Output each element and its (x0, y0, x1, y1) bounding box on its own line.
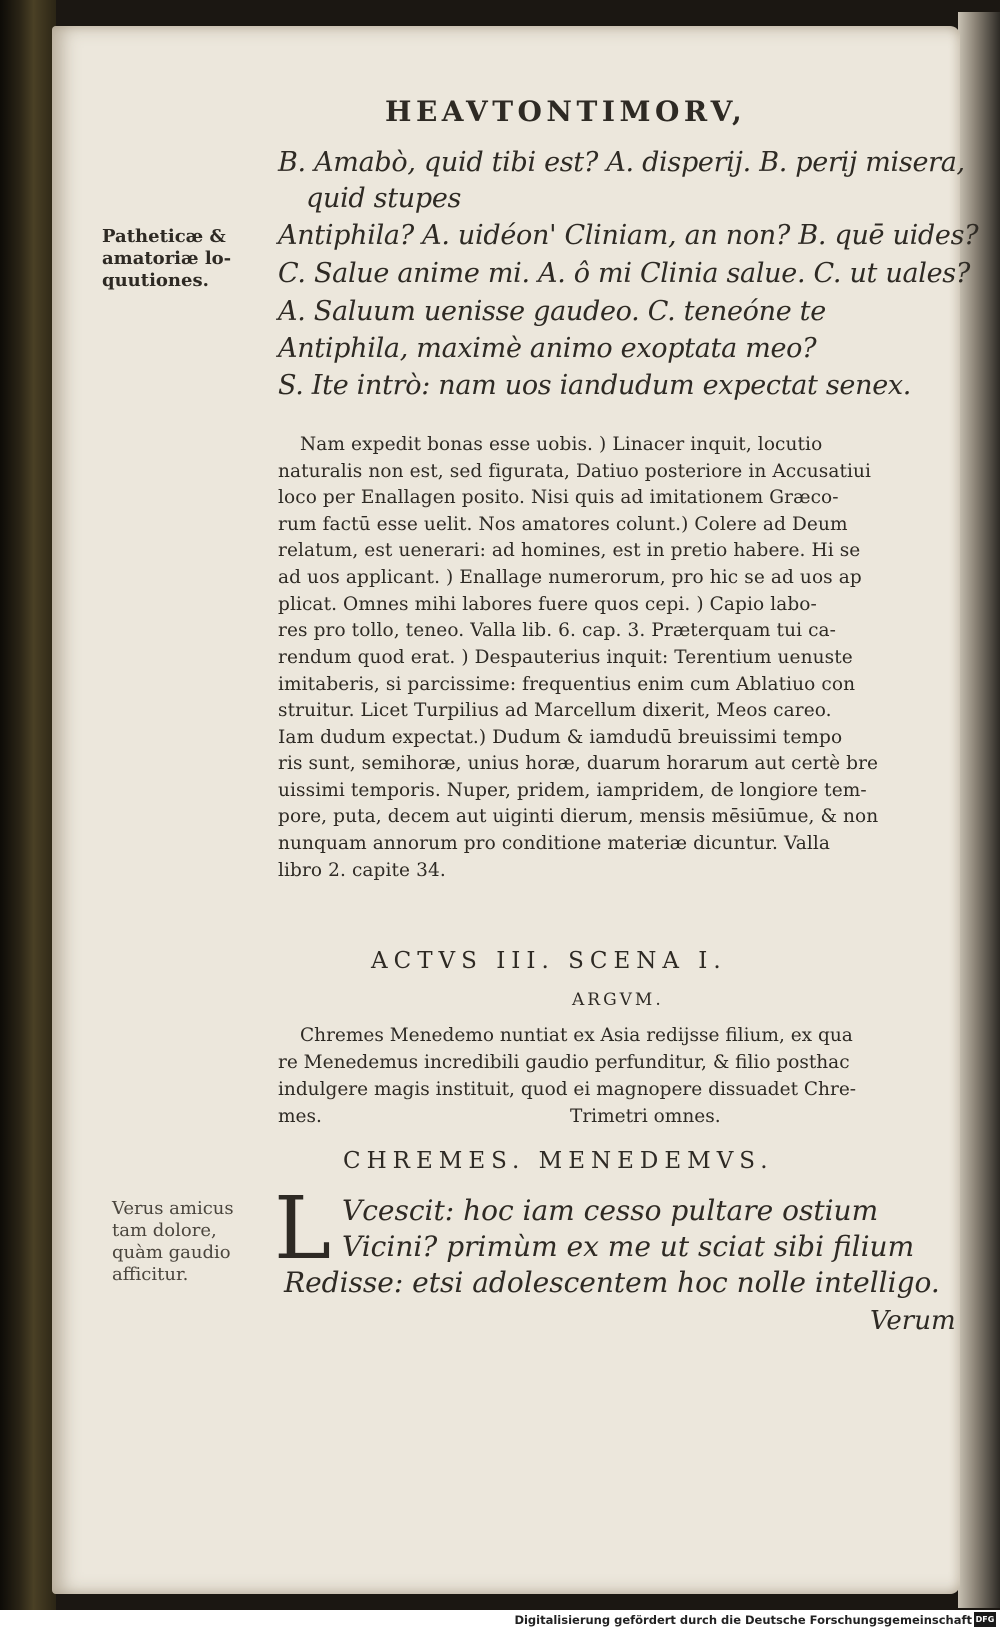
running-head: HEAVTONTIMORV, (385, 95, 747, 128)
verse-line: quid stupes (306, 183, 462, 214)
commentary-line: libro 2. capite 34. (278, 860, 446, 881)
meter-note: Trimetri omnes. (570, 1106, 721, 1127)
dfg-logo: DFG (974, 1612, 996, 1627)
margin-note (112, 1198, 234, 1286)
commentary-line: struitur. Licet Turpilius ad Marcellum dixerit, Meos careo. (278, 700, 832, 721)
commentary-line: ad uos applicant. ) Enallage numerorum, pro hic se ad uos ap (278, 567, 862, 588)
margin-note-line: quutiones. (102, 270, 209, 291)
commentary-line: nunquam annorum pro conditione materiæ dicuntur. Valla (278, 833, 831, 854)
verse-line: Vicini? primùm ex me ut sciat sibi filium (342, 1230, 915, 1263)
act-scene-title: ACTVS III. SCENA I. (371, 948, 727, 974)
commentary-line: ris sunt, semihoræ, unius horæ, duarum horarum aut certè bre (278, 753, 879, 774)
verse-line: Vcescit: hoc iam cesso pultare ostium (342, 1194, 879, 1227)
footer-credit: Digitalisierung gefördert durch die Deutsche Forschungsgemeinschaft (514, 1613, 972, 1627)
verse-line: A. Saluum uenisse gaudeo. C. teneóne te (278, 296, 826, 327)
summary-line: indulgere magis instituit, quod ei magnopere dissuadet Chre- (278, 1079, 857, 1100)
argument-title: ARGVM. (572, 990, 664, 1010)
commentary-line: rum factū esse uelit. Nos amatores colunt.) Colere ad Deum (278, 514, 848, 535)
summary-line: re Menedemus incredibili gaudio perfunditur, & filio posthac (278, 1052, 850, 1073)
page-edge (958, 12, 1000, 1608)
margin-note-line: quàm gaudio (112, 1242, 231, 1263)
margin-note-line: Verus amicus (112, 1198, 234, 1219)
margin-note (102, 226, 231, 292)
speaker-heading: CHREMES. MENEDEMVS. (343, 1148, 774, 1174)
commentary-line: rendum quod erat. ) Despauterius inquit: Terentium uenuste (278, 647, 853, 668)
footer-bar (0, 1610, 1000, 1632)
summary-line: Chremes Menedemo nuntiat ex Asia redijsse filium, ex qua (300, 1025, 853, 1046)
commentary-line: relatum, est uenerari: ad homines, est in pretio habere. Hi se (278, 540, 861, 561)
commentary-line: plicat. Omnes mihi labores fuere quos cepi. ) Capio labo- (278, 594, 817, 615)
margin-note-line: afficitur. (112, 1264, 189, 1285)
verse-line: Antiphila? A. uidéon' Cliniam, an non? B. quē uides? (278, 220, 979, 251)
verse-line: B. Amabò, quid tibi est? A. disperij. B. perij misera, (278, 147, 965, 178)
margin-note-line: amatoriæ lo- (102, 248, 232, 269)
verse-line: S. Ite intrò: nam uos iandudum expectat senex. (278, 370, 912, 401)
commentary-line: naturalis non est, sed figurata, Datiuo posteriore in Accusatiui (278, 461, 872, 482)
verse-line: Antiphila, maximè animo exoptata meo? (278, 333, 817, 364)
verse-line: C. Salue anime mi. A. ô mi Clinia salue. C. ut uales? (278, 258, 971, 289)
margin-note-line: Patheticæ & (102, 226, 226, 247)
catchword: Verum (870, 1306, 956, 1336)
commentary-line: Nam expedit bonas esse uobis. ) Linacer inquit, locutio (300, 434, 823, 455)
commentary-line: res pro tollo, teneo. Valla lib. 6. cap. 3. Præterquam tui ca- (278, 620, 837, 641)
summary-line: mes. (278, 1106, 322, 1127)
commentary-line: imitaberis, si parcissime: frequentius enim cum Ablatiuo con (278, 674, 856, 695)
commentary-line: pore, puta, decem aut uiginti dierum, mensis mēsiūmue, & non (278, 806, 879, 827)
book-spine (0, 0, 56, 1610)
verse-line: Redisse: etsi adolescentem hoc nolle intelligo. (284, 1266, 940, 1299)
commentary-line: uissimi temporis. Nuper, pridem, iampridem, de longiore tem- (278, 780, 867, 801)
commentary-line: loco per Enallagen posito. Nisi quis ad imitationem Græco- (278, 487, 839, 508)
margin-note-line: tam dolore, (112, 1220, 217, 1241)
drop-cap: L (274, 1179, 332, 1279)
commentary-line: Iam dudum expectat.) Dudum & iamdudū breuissimi tempo (278, 727, 843, 748)
